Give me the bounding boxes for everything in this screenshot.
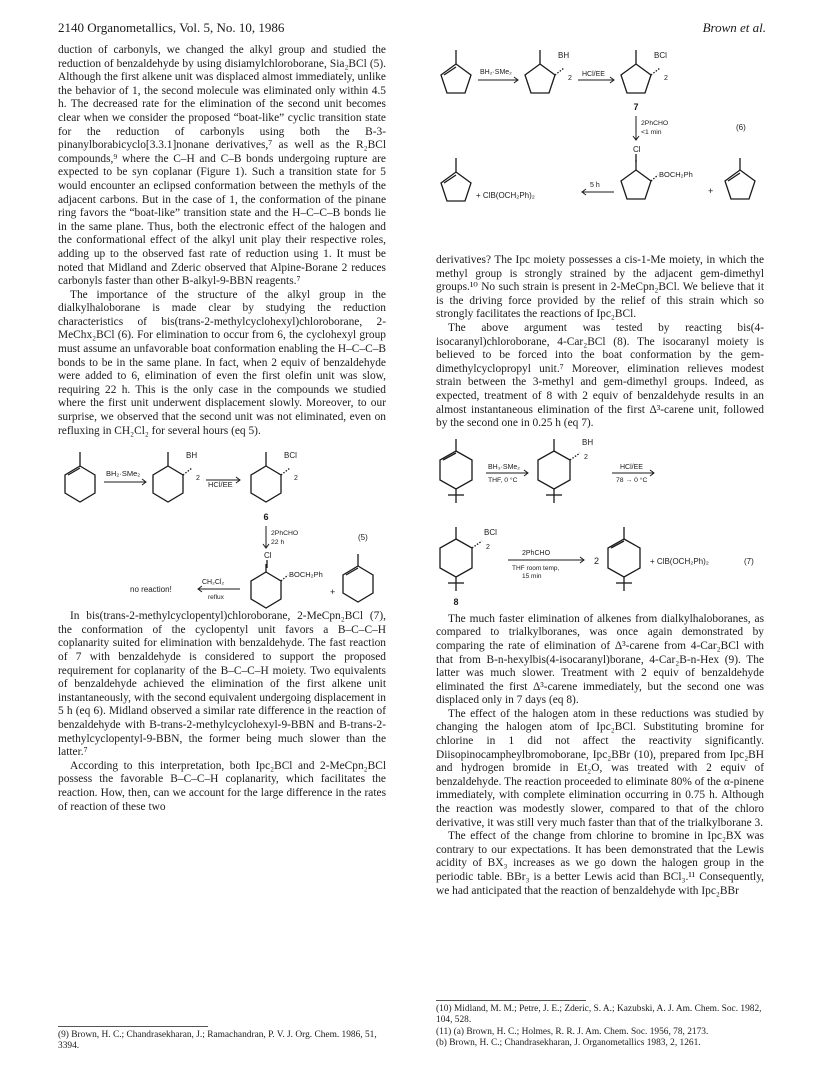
byproduct-label: + ClB(OCH₂Ph)₂	[476, 191, 535, 200]
paragraph: duction of carbonyls, we changed the alkyl group and studied the reduction of benzaldehyde by using disiamylchloroborane, Sia₂BCl (5). Although the first alkene unit was displaced almost immediately, unlike the behavior of 1, the second molecule was eliminated only within 4.5 h. The decreased rate for the elimination of the second unit becomes clear when we consider the proposed “boat-like” cyclic transition state for the reduction of carbonyls using both the B-3-pinanylborabicyclo[3.3.1]nonane derivatives,⁷ as well as the R₂BCl compounds,⁹ where the C–H and C–B bonds undergoing rupture are expected to be syn coplanar (Figure 1). Such a transition state for 5 would encounter an eclipsed conformation between the methyls of the adjacent carbons. But in the case of 1, the conformation of the pinane ring favors the “boat-like” transition state and the H–C–C–B bonds lie in the same plane. Thus, both the electronic effect of the halogen and the conformational effect of the alkyl unit play their respective roles, adding up to the observed fast rate of reduction using 1. It must be noted that Midland and Zderic observed that Alpine-Borane 2 reduces carbonyls faster than other B-alkyl-9-BBN reagents.⁷	[58, 44, 386, 288]
solvent-label: CH₂Cl₂	[202, 579, 225, 587]
paragraph: The much faster elimination of alkenes from dialkylhaloboranes, as compared to trialkylboranes, was once again demonstrated by comparing the rate of elimination of Δ³-carene from 4-Car₂BCl with that from B-n-hexylbis(4-isocaranyl)borane, 4-Car₂B-n-Hex (9). The latter was much slower. Treatment with 2 equiv of benzaldehyde eliminated the first Δ³-carene immediately, but the second one was displaced only in 7 days (eq 8).	[436, 612, 764, 707]
paragraph: The effect of the halogen atom in these reductions was studied by changing the halogen atom of Ipc₂BCl. Substituting bromine for chlorine in 1 did not affect the reactivity significantly. Diisopinocampheylbromoborane, Ipc₂BBr (10), prepared from Ipc₂BH and hydrogen bromide in Et₂O, was treated with 2 equiv of benzaldehyde. The reaction proceeded to eliminate 80% of the α-pinene immediately, with complete elimination occurring in 0.75 h. Although the reaction was modestly slower, compared to that of the chloro derivative, it was still very much faster than that of the trialkylborane 3.	[436, 707, 764, 829]
alkoxyborane-structure	[621, 160, 658, 199]
condition-label: 22 h	[271, 539, 285, 547]
equation-5	[58, 444, 386, 606]
subscript-label: 2	[196, 475, 200, 483]
bcl-label: BCl	[484, 527, 497, 537]
subscript-label: 2	[584, 453, 588, 461]
reagent-label: HCl/EE	[208, 480, 233, 490]
condition-label: THF room temp,	[512, 564, 560, 572]
carene-product	[608, 527, 640, 591]
cyclopentene-structure	[441, 50, 471, 93]
boch2ph-label: BOCH₂Ph	[289, 570, 323, 580]
condition-label: 2PhCHO	[271, 530, 299, 538]
plus-sign: +	[330, 587, 336, 598]
plus-sign: +	[708, 186, 714, 196]
coefficient: 2	[594, 555, 600, 566]
condition-label: 78 → 0 °C	[616, 476, 648, 484]
cl-label: Cl	[633, 145, 641, 154]
running-author: Brown et al.	[702, 20, 766, 35]
cyclopentene-product-left	[441, 158, 471, 201]
reagent-label: BH₂·SMe₂	[106, 469, 141, 479]
equation-number: (6)	[736, 123, 746, 132]
running-header: 2140 Organometallics, Vol. 5, No. 10, 1986	[58, 20, 285, 35]
bcl-label: BCl	[654, 51, 667, 60]
subscript-label: 2	[664, 75, 668, 82]
bh-label: BH	[558, 51, 570, 60]
paragraph: The above argument was tested by reacting bis(4-isocaranyl)chloroborane, 4-Car₂BCl (8). The isocaranyl moiety is believed to be forced into the boat conformation by the gem-dimethylcyclopropyl unit.⁷ Moreover, elimination relieves modest strain between the 3-methyl and gem-dimethyl groups. Indeed, as expected, treatment of 8 with 2 equiv of benzaldehyde results in an almost instantaneous elimination of the first Δ³-carene unit, followed by the second one in 0.25 h (eq 7).	[436, 321, 764, 430]
reagent-label: BH₃·SMe₂	[488, 463, 521, 471]
compound-number: 6	[263, 512, 269, 523]
dialkylborane-structure	[538, 439, 580, 503]
paragraph: According to this interpretation, both Ipc₂BCl and 2-MeCpn₂BCl possess the favorable B–C–C–H coplanarity, which facilitates the reaction. How, then, can we account for the large difference in the rates of reaction of these two	[58, 759, 386, 813]
alkoxyborane-structure	[251, 564, 288, 608]
reagent-label: HCl/EE	[582, 71, 605, 78]
footnote: (9) Brown, H. C.; Chandrasekharan, J.; Ramachandran, P. V. J. Org. Chem. 1986, 51, 3394.	[58, 1030, 377, 1052]
equation-number: (5)	[358, 533, 368, 543]
equation-number: (7)	[744, 556, 754, 566]
footnote: (10) Midland, M. M.; Petre, J. E.; Zderic, S. A.; Kazubski, A. J. Am. Chem. Soc. 1982, 104, 528.	[436, 1004, 762, 1026]
cl-label: Cl	[264, 551, 272, 561]
condition-label: THF, 0 °C	[488, 476, 518, 484]
carene-structure	[440, 439, 472, 503]
no-reaction-label: no reaction!	[130, 585, 172, 595]
bh-label: BH	[186, 451, 198, 461]
reagent-label: BH₂·SMe₂	[480, 69, 512, 76]
paragraph: In bis(trans-2-methylcyclopentyl)chloroborane, 2-MeCpn₂BCl (7), the conformation of the cyclopentyl unit favors a B–C–C–H coplanarity suited for elimination with benzaldehyde. The fast reaction of 7 with benzaldehyde is considered to support the proposed requirement for coplanarity of the B–C–C–H moiety. Two equivalents of benzaldehyde achieved the elimination of the first alkene unit instantaneously, with the second equivalent undergoing displacement in 5 h (eq 6). Midland observed a similar rate difference in the reaction of benzaldehyde with B-trans-2-methylcyclohexyl-9-BBN and B-trans-2-methylcyclopentyl-9-BBN, the former being much slower than the latter.⁷	[58, 610, 386, 759]
left-column	[58, 44, 386, 814]
bh-label: BH	[582, 437, 594, 447]
chloroborane-structure	[440, 527, 482, 591]
footnote: (11) (a) Brown, H. C.; Holmes, R. R. J. Am. Chem. Soc. 1956, 78, 2173.	[436, 1026, 709, 1037]
bcl-label: BCl	[284, 451, 297, 461]
cyclohexene-product	[343, 554, 373, 602]
cyclopentene-product	[725, 158, 755, 199]
compound-number: 7	[633, 102, 639, 112]
right-column	[436, 44, 764, 898]
left-footnotes	[58, 1026, 386, 1053]
equation-6	[436, 44, 764, 254]
paragraph: The effect of the change from chlorine to bromine in Ipc₂BX was contrary to our expectations. It has been demonstrated that the Lewis acidity of BX₃ increases as we go down the halogen group in the periodic table. BBr₃ is a better Lewis acid than BCl₃.¹¹ Consequently, we had anticipated that the reaction of benzaldehyde with Ipc₂BBr	[436, 830, 764, 897]
subscript-label: 2	[294, 475, 298, 483]
reagent-label: 2PhCHO	[522, 549, 551, 557]
condition-label: 2PhCHO	[641, 120, 669, 127]
condition-label: <1 min	[641, 129, 662, 136]
paragraph: The importance of the structure of the alkyl group in the dialkylhaloborane is made clear by studying the reduction characteristics of bis(trans-2-methylcyclohexyl)chloroborane, 2-MeChx₂BCl (6). For elimination to occur from 6, the cyclohexyl group must assume an unfavorable boat conformation enabling the H–C–C–B bonds to be in the same plane. In fact, when 2 equiv of benzaldehyde were added to 6, elimination of even the first olefin unit was slow, requiring 22 h. This is the only case in the compounds we studied where the first unit underwent displacement slowly. Moreover, to our surprise, we observed that the second unit was not eliminated, even on refluxing in CH₂Cl₂ for several hours (eq 5).	[58, 288, 386, 437]
byproduct-label: + ClB(OCH₂Ph)₂	[650, 556, 709, 566]
right-footnotes	[436, 1000, 764, 1050]
reagent-label: HCl/EE	[620, 463, 643, 471]
equation-7	[436, 437, 764, 609]
condition-label: reflux	[208, 594, 224, 602]
paragraph: derivatives? The Ipc moiety possesses a cis-1-Me moiety, in which the methyl group is strongly strained by the adjacent gem-dimethyl groups.¹⁰ No such strain is present in 2-MeCpn₂BCl. We believe that it is the driving force provided by the relief of this strain which so strongly facilitates the reactions of Ipc₂BCl.	[436, 254, 764, 321]
compound-number: 8	[453, 596, 459, 607]
boch2ph-label: BOCH₂Ph	[659, 170, 693, 179]
condition-label: 15 min	[522, 572, 542, 580]
subscript-label: 2	[486, 543, 490, 551]
subscript-label: 2	[568, 75, 572, 82]
footnote: (b) Brown, H. C.; Chandrasekharan, J. Organometallics 1983, 2, 1261.	[436, 1038, 701, 1049]
cyclohexene-structure	[65, 452, 95, 502]
condition-label: 5 h	[590, 182, 600, 189]
